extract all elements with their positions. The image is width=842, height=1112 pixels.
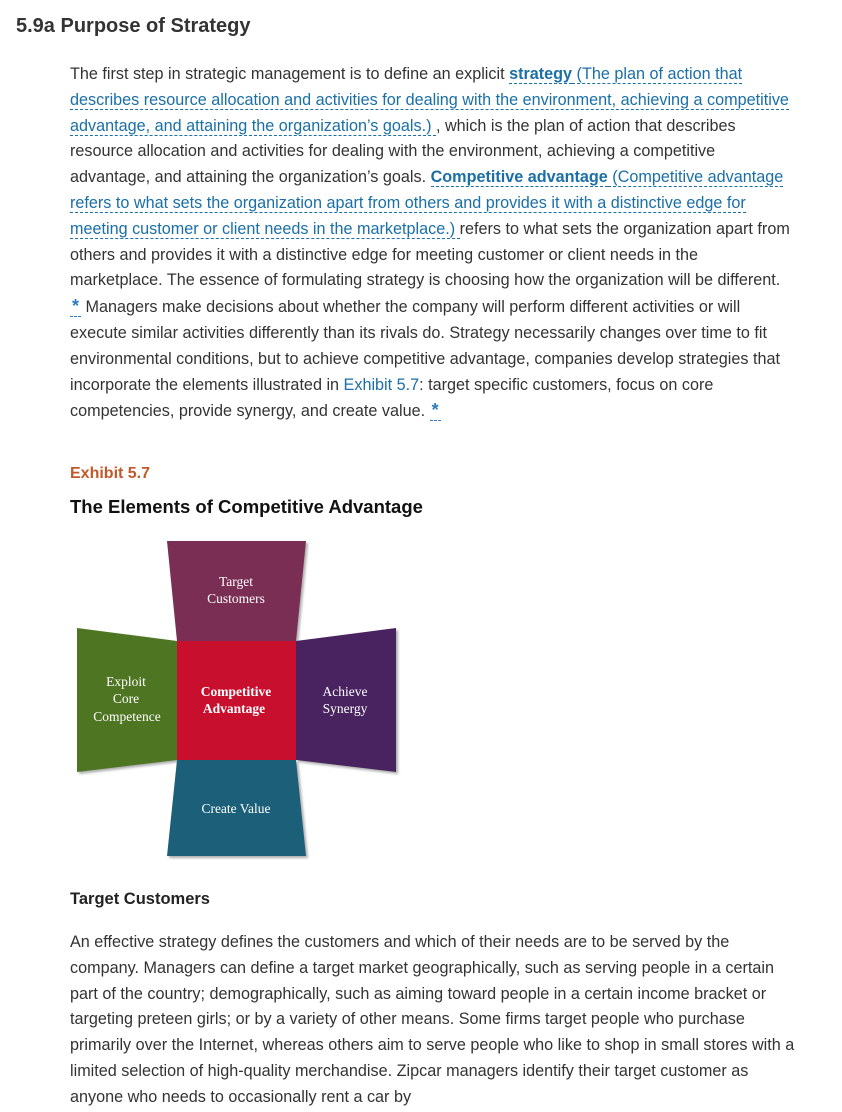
competitive-advantage-label: Advantage (202, 701, 266, 716)
exhibit-title: The Elements of Competitive Advantage (70, 496, 423, 517)
achieve-synergy-label: Synergy (322, 701, 368, 716)
target-customers-label: Target (218, 574, 254, 589)
target-customers-paragraph: An effective strategy defines the customers and which of their needs are to be served by the company. Managers can define a target market geographically, such as serving people in a certain part of the country; demographically, such as aiming toward people in a certain income bracket or targeting preteen girls; or by a variety of other means. Some firms target people who purchase primarily over the Internet, whereas others aim to serve people who like to shop in small stores with a limited selection of high-quality merchandise. Zipcar managers identify their target customer as anyone who needs to occasionally rent a car by (70, 933, 795, 1106)
exploit-core-competence-label: Core (112, 691, 140, 706)
exploit-core-competence-label: Competence (93, 709, 161, 724)
section-title: 5.9a Purpose of Strategy (16, 15, 251, 37)
competitive-advantage-term-link[interactable]: Competitive advantage (430, 168, 608, 187)
paragraph-text: : target specific customers, focus on core competencies, provide synergy, and create value. (70, 375, 714, 421)
footnote-star-icon[interactable]: * (431, 400, 439, 421)
achieve-synergy-label: Achieve (322, 684, 368, 699)
competitive-advantage-label: Competitive (200, 684, 272, 699)
exhibit-label: Exhibit 5.7 (70, 465, 151, 482)
create-value-label: Create Value (201, 801, 271, 816)
paragraph-text: Managers make decisions about whether the company will perform different activities or will execute similar activities differently than its rivals do. Strategy necessarily changes over time to fit environmental conditions, but to achieve competitive advantage, companies develop strategies that incorporate the elements illustrated in (70, 298, 780, 394)
competitive-advantage-diagram (74, 538, 404, 860)
intro-paragraph (70, 62, 795, 425)
competitive-advantage-definition-link[interactable]: (Competitive advantage refers to what sets the organization apart from others and provides it with a distinctive edge for meeting customer or client needs in the marketplace.) (70, 168, 784, 238)
exploit-core-competence-label: Exploit (106, 674, 146, 689)
target-customers-heading: Target Customers (70, 890, 210, 908)
achieve-synergy-block (296, 628, 396, 772)
paragraph-text: , which is the plan of action that describes resource allocation and activities for dealing with the environment, achieving a competitive advantage, and attaining the organization’s goals. (70, 116, 736, 187)
footnote-star-icon[interactable]: * (72, 296, 80, 317)
paragraph-text: refers to what sets the organization apart from others and provides it with a distinctive edge for meeting customer or client needs in the marketplace. The essence of formulating strategy is choosing how the organization will be different. (70, 219, 790, 290)
strategy-definition-link[interactable]: (The plan of action that describes resource allocation and activities for dealing with the environment, achieving a competitive advantage, and attaining the organization’s goals.) (70, 65, 789, 135)
target-customers-label: Customers (207, 591, 265, 606)
exhibit-reference-link[interactable]: Exhibit 5.7 (343, 375, 420, 394)
strategy-term-link[interactable]: strategy (509, 65, 573, 83)
paragraph-text: The first step in strategic management is to define an explicit (70, 65, 510, 83)
